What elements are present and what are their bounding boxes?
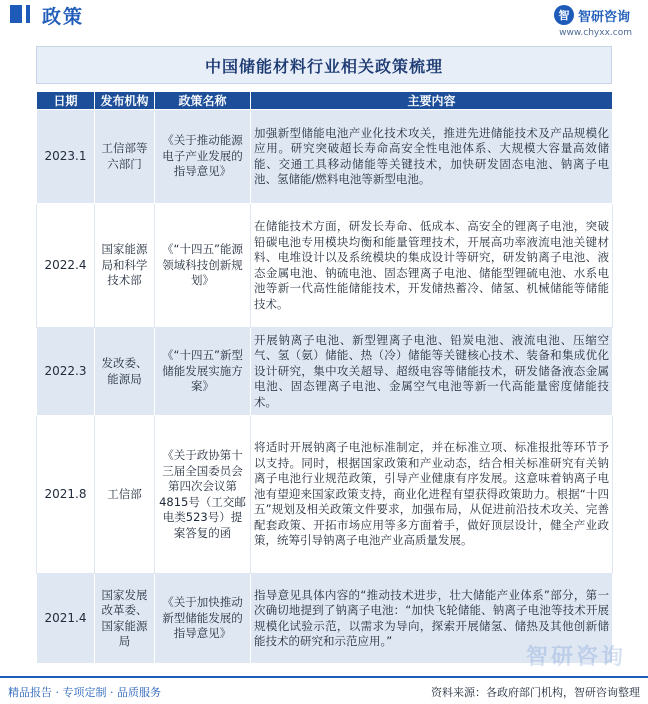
brand-url: www.chyxx.com	[559, 28, 632, 38]
cell-org: 工信部等六部门	[95, 110, 155, 204]
column-header-policy-name: 政策名称	[155, 92, 251, 110]
section-marker-icon	[10, 5, 22, 23]
policy-table	[36, 91, 613, 664]
cell-policy-name: 《“十四五”能源领域科技创新规划》	[155, 204, 251, 328]
cell-content: 在储能技术方面，研发长寿命、低成本、高安全的锂离子电池，突破铅碳电池专用模块均衡和能量管理技术，开展高功率液流电池关键材料、电堆设计以及系统模块的集成设计等研究，研发钠离子电池、液态金属电池、钠硫电池、固态锂离子电池、储能型锂硫电池、水系电池等新一代高性能储能技术，开发储热蓄冷、储氢、机械储能等储能技术。	[251, 204, 613, 328]
cell-policy-name: 《关于政协第十三届全国委员会第四次会议第4815号（工交邮电类523号）提案答复的函	[155, 416, 251, 574]
cell-org: 工信部	[95, 416, 155, 574]
footer-source: 资料来源：各政府部门机构，智研咨询整理	[431, 686, 640, 699]
section-title: 政策	[42, 6, 85, 28]
top-bar	[0, 0, 648, 38]
footer-slogan: 精品报告 · 专项定制 · 品质服务	[8, 686, 161, 699]
column-header-date: 日期	[37, 92, 95, 110]
table-title-banner	[36, 46, 612, 84]
cell-org: 国家发展改革委、国家能源局	[95, 574, 155, 664]
cell-content: 加强新型储能电池产业化技术攻关，推进先进储能技术及产品规模化应用。研究突破超长寿命高安全性电池体系、大规模大容量高效储能、交通工具移动储能等关键技术，加快研发固态电池、钠离子电池、氢储能/燃料电池等新型电池。	[251, 110, 613, 204]
table-row	[37, 416, 613, 574]
cell-org: 发改委、能源局	[95, 328, 155, 416]
watermark-logo: 智研咨询	[525, 645, 626, 670]
table-header-row	[37, 92, 613, 110]
brand-logo-icon: 智	[554, 5, 574, 25]
cell-content: 开展钠离子电池、新型锂离子电池、铅炭电池、液流电池、压缩空气、氢（氨）储能、热（冷）储能等关键核心技术、装备和集成优化设计研究，集中攻关超导、超级电容等储能技术，研发储备液态金属电池、固态锂离子电池、金属空气电池等新一代高能量密度储能技术。	[251, 328, 613, 416]
cell-policy-name: 《关于加快推动新型储能发展的指导意见》	[155, 574, 251, 664]
cell-date: 2022.3	[37, 328, 95, 416]
cell-date: 2021.4	[37, 574, 95, 664]
cell-date: 2022.4	[37, 204, 95, 328]
table-title: 中国储能材料行业相关政策梳理	[204, 56, 443, 76]
brand	[554, 4, 630, 26]
brand-name: 智研咨询	[577, 9, 630, 25]
cell-content: 将适时开展钠离子电池标准制定，并在标准立项、标准报批等环节予以支持。同时，根据国家政策和产业动态，结合相关标准研究有关钠离子电池行业规范政策，引导产业健康有序发展。这意味着钠离子电池有望迎来国家政策支持，商业化进程有望获得政策助力。根据“十四五”规划及相关政策文件要求，加强布局，从促进前沿技术攻关、完善配套政策、开拓市场应用等多方面着手，做好顶层设计，健全产业政策，统筹引导钠离子电池产业高质量发展。	[251, 416, 613, 574]
cell-org: 国家能源局和科学技术部	[95, 204, 155, 328]
table-row	[37, 110, 613, 204]
column-header-org: 发布机构	[95, 92, 155, 110]
cell-date: 2021.8	[37, 416, 95, 574]
cell-policy-name: 《关于推动能源电子产业发展的指导意见》	[155, 110, 251, 204]
table-row	[37, 204, 613, 328]
cell-content: 指导意见具体内容的“推动技术进步，壮大储能产业体系”部分，第一次确切地提到了钠离子电池：“加快飞轮储能、钠离子电池等技术开展规模化试验示范，以需求为导向，探索开展储氢、储热及其他创新储能技术的研究和示范应用。”	[251, 574, 613, 664]
column-header-content: 主要内容	[251, 92, 613, 110]
footer	[0, 676, 648, 704]
table-row	[37, 328, 613, 416]
cell-date: 2023.1	[37, 110, 95, 204]
cell-policy-name: 《“十四五”新型储能发展实施方案》	[155, 328, 251, 416]
footer-divider	[0, 676, 648, 678]
